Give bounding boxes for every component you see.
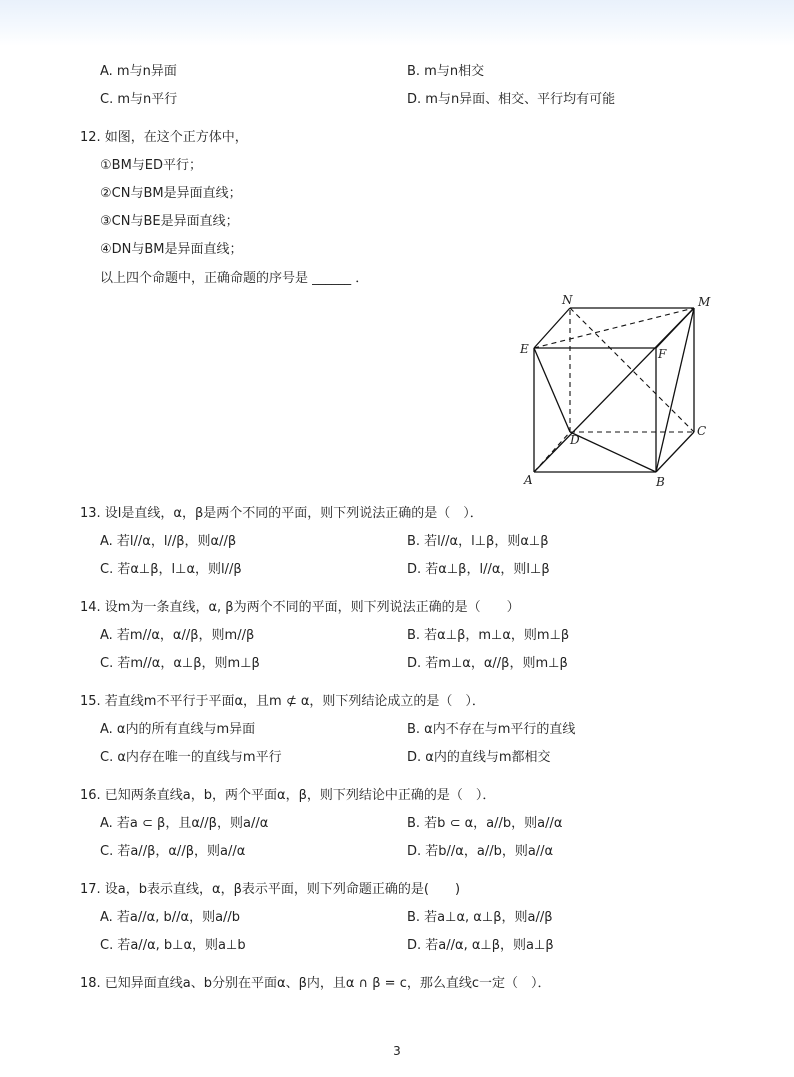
label-a: A	[524, 473, 533, 487]
q17-option-b: B. 若a⊥α, α⊥β，则a//β	[407, 910, 553, 925]
diag-bd	[570, 432, 656, 472]
q13-stem: 13. 设l是直线，α，β是两个不同的平面，则下列说法正确的是（ ）．	[80, 506, 483, 521]
label-c: C	[697, 424, 707, 438]
q17-stem: 17. 设a，b表示直线，α，β表示平面，则下列命题正确的是( )	[80, 882, 461, 897]
q14-option-b: B. 若α⊥β，m⊥α，则m⊥β	[407, 628, 570, 643]
q18-stem: 18. 已知异面直线a、b分别在平面α、β内，且α ∩ β = c，那么直线c一定（ ）．	[80, 976, 551, 991]
q15-option-a: A. α内的所有直线与m异面	[100, 722, 256, 737]
q14-option-a: A. 若m//α，α//β，则m//β	[100, 628, 255, 643]
label-n: N	[562, 293, 573, 307]
q17-option-c: C. 若a//α, b⊥α，则a⊥b	[100, 938, 246, 953]
q13-option-d: D. 若α⊥β，l//α，则l⊥β	[407, 562, 550, 577]
q16-stem: 16. 已知两条直线a，b，两个平面α，β，则下列结论中正确的是（ ）．	[80, 788, 496, 803]
q13-option-a: A. 若l//α，l//β，则α//β	[100, 534, 237, 549]
q17-option-a: A. 若a//α, b//α，则a//b	[100, 910, 241, 925]
q16-option-c: C. 若a//β，α//β，则a//α	[100, 844, 246, 859]
q12-statement-1: ①BM与ED平行；	[100, 158, 203, 173]
diag-bm	[656, 308, 694, 472]
q12-statement-4: ④DN与BM是异面直线；	[100, 242, 243, 257]
q12-stem: 12. 如图，在这个正方体中，	[80, 130, 248, 145]
edge-ne	[534, 308, 570, 348]
q16-option-a: A. 若a ⊂ β，且α//β，则a//α	[100, 816, 269, 831]
q12-statement-3: ③CN与BE是异面直线；	[100, 214, 239, 229]
label-m: M	[698, 295, 711, 309]
q13-option-c: C. 若α⊥β，l⊥α，则l//β	[100, 562, 242, 577]
q12-statement-2: ②CN与BM是异面直线；	[100, 186, 242, 201]
q15-stem: 15. 若直线m不平行于平面α，且m ⊄ α，则下列结论成立的是（ ）．	[80, 694, 485, 709]
page-number: 3	[393, 1044, 401, 1058]
diag-em-hidden	[534, 308, 694, 348]
q15-option-b: B. α内不存在与m平行的直线	[407, 722, 576, 737]
q14-option-c: C. 若m//α，α⊥β，则m⊥β	[100, 656, 260, 671]
page-header-band	[0, 0, 794, 46]
diag-ed-b	[534, 348, 570, 432]
q15-option-c: C. α内存在唯一的直线与m平行	[100, 750, 282, 765]
label-f: F	[658, 347, 667, 361]
q14-stem: 14. 设m为一条直线，α, β为两个不同的平面，则下列说法正确的是（ ）	[80, 600, 520, 615]
q11-option-b: B. m与n相交	[407, 64, 485, 79]
diag-am	[534, 308, 694, 472]
q16-option-d: D. 若b//α，a//b，则a//α	[407, 844, 554, 859]
q11-option-c: C. m与n平行	[100, 92, 178, 107]
q17-option-d: D. 若a//α, α⊥β，则a⊥β	[407, 938, 554, 953]
q11-option-a: A. m与n异面	[100, 64, 177, 79]
q12-question: 以上四个命题中，正确命题的序号是 ______ ．	[100, 271, 369, 286]
q13-option-b: B. 若l//α，l⊥β，则α⊥β	[407, 534, 549, 549]
q11-option-d: D. m与n异面、相交、平行均有可能	[407, 92, 616, 107]
label-b: B	[656, 475, 665, 489]
label-d: D	[570, 433, 580, 447]
q16-option-b: B. 若b ⊂ α，a//b，则a//α	[407, 816, 563, 831]
q14-option-d: D. 若m⊥α，α//β，则m⊥β	[407, 656, 568, 671]
edge-bc	[656, 432, 694, 472]
cube-figure	[510, 290, 720, 490]
q15-option-d: D. α内的直线与m都相交	[407, 750, 551, 765]
label-e: E	[520, 342, 529, 356]
